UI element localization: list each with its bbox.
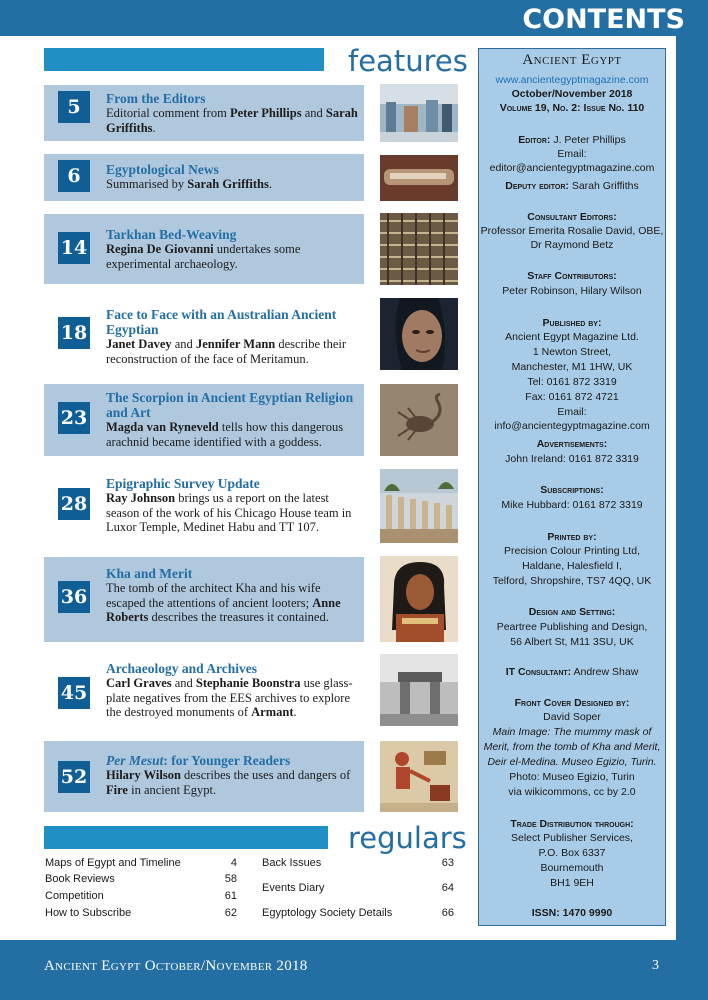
consultant-label: Consultant Editors: bbox=[527, 211, 617, 223]
feature-thumbnail-temple[interactable] bbox=[380, 469, 458, 543]
feature-title: Face to Face with an Australian Ancient Egyptian bbox=[106, 307, 337, 337]
volume-info: Volume 19, No. 2: Issue No. 110 bbox=[499, 102, 645, 114]
regular-item[interactable]: How to Subscribe 62 bbox=[45, 907, 237, 919]
publisher-line: Ancient Egypt Magazine Ltd. bbox=[505, 331, 639, 343]
subs-contact: Mike Hubbard: 0161 872 3319 bbox=[501, 499, 643, 511]
regulars-bar bbox=[44, 826, 328, 849]
cover-line: Main Image: The mummy mask of bbox=[492, 726, 652, 738]
publisher-line: Fax: 0161 872 4721 bbox=[525, 391, 619, 403]
ads-contact: John Ireland: 0161 872 3319 bbox=[505, 453, 639, 465]
page-number: 28 bbox=[58, 488, 90, 520]
feature-text: From the Editors Editorial comment from Peter Phillips and Sarah Griffiths. bbox=[106, 91, 360, 135]
feature-item[interactable] bbox=[44, 557, 364, 642]
staff-names: Peter Robinson, Hilary Wilson bbox=[502, 285, 642, 297]
design-line: 56 Albert St, M11 3SU, UK bbox=[510, 636, 634, 648]
feature-text: Epigraphic Survey Update Ray Johnson brings us a report on the latest season of the work of his Chicago House team in Luxor Temple, Medinet Habu and TT 107. bbox=[106, 476, 360, 535]
trade-line: P.O. Box 6337 bbox=[538, 847, 606, 859]
footer-page-number: 3 bbox=[652, 958, 659, 973]
publisher-email[interactable]: Email: info@ancientegyptmagazine.com bbox=[494, 406, 650, 432]
printer-line: Precision Colour Printing Ltd, bbox=[504, 545, 640, 557]
regular-item[interactable]: Maps of Egypt and Timeline 4 bbox=[45, 857, 237, 869]
trade-line: Select Publisher Services, bbox=[511, 832, 633, 844]
printer-line: Haldane, Halesfield I, bbox=[522, 560, 622, 572]
regular-item[interactable]: Events Diary 64 bbox=[262, 882, 454, 894]
printed-label: Printed by: bbox=[547, 531, 597, 543]
feature-item[interactable] bbox=[44, 655, 364, 727]
page-number: 52 bbox=[58, 761, 90, 793]
cover-line: Photo: Museo Egizio, Turin bbox=[509, 771, 635, 783]
feature-title: Epigraphic Survey Update bbox=[106, 476, 260, 491]
feature-title: Archaeology and Archives bbox=[106, 661, 258, 676]
feature-thumbnail-statue[interactable] bbox=[380, 556, 458, 642]
consultant-name: Professor Emerita Rosalie David, OBE, bbox=[480, 225, 664, 237]
published-label: Published by: bbox=[542, 317, 602, 329]
feature-title: From the Editors bbox=[106, 91, 206, 106]
masthead-title: Ancient Egypt bbox=[522, 52, 622, 68]
feature-thumbnail-monument[interactable] bbox=[380, 654, 458, 726]
feature-title: Kha and Merit bbox=[106, 566, 193, 581]
features-bar bbox=[44, 48, 324, 71]
feature-thumbnail-face[interactable] bbox=[380, 298, 458, 370]
cover-line: Merit, from the tomb of Kha and Merit, bbox=[483, 741, 661, 753]
feature-text: Face to Face with an Australian Ancient Egyptian Janet Davey and Jennifer Mann describe their reconstruction of the face of Meritamun. bbox=[106, 307, 360, 366]
feature-thumbnail-scorpion[interactable] bbox=[380, 384, 458, 456]
regulars-left-list bbox=[45, 855, 237, 925]
consultant-name: Dr Raymond Betz bbox=[530, 239, 614, 251]
feature-item[interactable] bbox=[44, 214, 364, 284]
ads-label: Advertisements: bbox=[536, 438, 608, 450]
trade-line: Bournemouth bbox=[540, 862, 604, 874]
feature-title: Per Mesut: for Younger Readers bbox=[106, 753, 291, 768]
issue-date: October/November 2018 bbox=[511, 88, 633, 100]
deputy-line: Deputy editor: Sarah Griffiths bbox=[505, 180, 639, 192]
regular-item[interactable]: Back Issues 63 bbox=[262, 857, 454, 869]
page-title: CONTENTS bbox=[522, 4, 685, 35]
cover-line: Deir el-Medina. Museo Egizio, Turin. bbox=[487, 756, 657, 768]
feature-text: Per Mesut: for Younger Readers Hilary Wilson describes the uses and dangers of Fire in ancient Egypt. bbox=[106, 753, 360, 797]
footer-magazine-info: Ancient Egypt October/November 2018 bbox=[44, 958, 308, 974]
feature-item[interactable] bbox=[44, 470, 364, 543]
page-number: 45 bbox=[58, 677, 90, 709]
feature-text: The Scorpion in Ancient Egyptian Religion and Art Magda van Ryneveld tells how this dangerous arachnid became identified with a goddess. bbox=[106, 390, 360, 449]
feature-title: Egyptological News bbox=[106, 162, 219, 177]
feature-item[interactable] bbox=[44, 741, 364, 812]
features-heading: features bbox=[348, 44, 468, 78]
regular-item[interactable]: Book Reviews 58 bbox=[45, 873, 237, 885]
feature-text: Tarkhan Bed-Weaving Regina De Giovanni undertakes some experimental archaeology. bbox=[106, 227, 360, 271]
cover-line: David Soper bbox=[543, 711, 601, 723]
feature-thumbnail-artefact[interactable] bbox=[380, 155, 458, 201]
feature-item[interactable] bbox=[44, 85, 364, 141]
regulars-heading: regulars bbox=[348, 821, 467, 855]
publisher-line: Tel: 0161 872 3319 bbox=[527, 376, 617, 388]
cover-line: via wikicommons, cc by 2.0 bbox=[508, 786, 636, 798]
editor-line: Editor: J. Peter Phillips bbox=[518, 134, 626, 146]
feature-item[interactable] bbox=[44, 299, 364, 370]
feature-title: The Scorpion in Ancient Egyptian Religion and Art bbox=[106, 390, 354, 420]
page-number: 23 bbox=[58, 402, 90, 434]
trade-line: BH1 9EH bbox=[550, 877, 594, 889]
feature-text: Egyptological News Summarised by Sarah Griffiths. bbox=[106, 162, 360, 192]
page-number: 18 bbox=[58, 317, 90, 349]
design-line: Peartree Publishing and Design, bbox=[496, 621, 648, 633]
feature-thumbnail-relief[interactable] bbox=[380, 741, 458, 812]
masthead-panel bbox=[478, 48, 666, 926]
regular-item[interactable]: Competition 61 bbox=[45, 890, 237, 902]
trade-label: Trade Distribution through: bbox=[510, 818, 634, 830]
page-number: 36 bbox=[58, 581, 90, 613]
printer-line: Telford, Shropshire, TS7 4QQ, UK bbox=[492, 575, 652, 587]
it-line: IT Consultant: Andrew Shaw bbox=[505, 666, 639, 678]
design-label: Design and Setting: bbox=[528, 606, 616, 618]
subs-label: Subscriptions: bbox=[540, 484, 604, 496]
feature-text: Kha and Merit The tomb of the architect Kha and his wife escaped the attentions of ancient looters; Anne Roberts describes the treasures it contained. bbox=[106, 566, 360, 625]
page-number: 5 bbox=[58, 91, 90, 123]
feature-thumbnail-museum[interactable] bbox=[380, 84, 458, 142]
feature-item[interactable] bbox=[44, 154, 364, 201]
publisher-line: Manchester, M1 1HW, UK bbox=[511, 361, 633, 373]
issn: ISSN: 1470 9990 bbox=[531, 907, 613, 919]
feature-text: Archaeology and Archives Carl Graves and Stephanie Boonstra use glass-plate negatives from the EES archives to explore the destroyed monuments of Armant. bbox=[106, 661, 360, 720]
editor-email[interactable]: Email: editor@ancientegyptmagazine.com bbox=[489, 148, 655, 174]
page-number: 14 bbox=[58, 232, 90, 264]
feature-item[interactable] bbox=[44, 384, 364, 456]
staff-label: Staff Contributors: bbox=[527, 270, 617, 282]
page-number: 6 bbox=[58, 160, 90, 192]
cover-label: Front Cover Designed by: bbox=[514, 697, 630, 709]
feature-thumbnail-weaving[interactable] bbox=[380, 213, 458, 285]
feature-title: Tarkhan Bed-Weaving bbox=[106, 227, 237, 242]
regulars-right-list bbox=[262, 855, 454, 925]
website-link[interactable]: www.ancientegyptmagazine.com bbox=[495, 74, 649, 86]
publisher-line: 1 Newton Street, bbox=[532, 346, 612, 358]
regular-item[interactable]: Egyptology Society Details 66 bbox=[262, 907, 454, 919]
